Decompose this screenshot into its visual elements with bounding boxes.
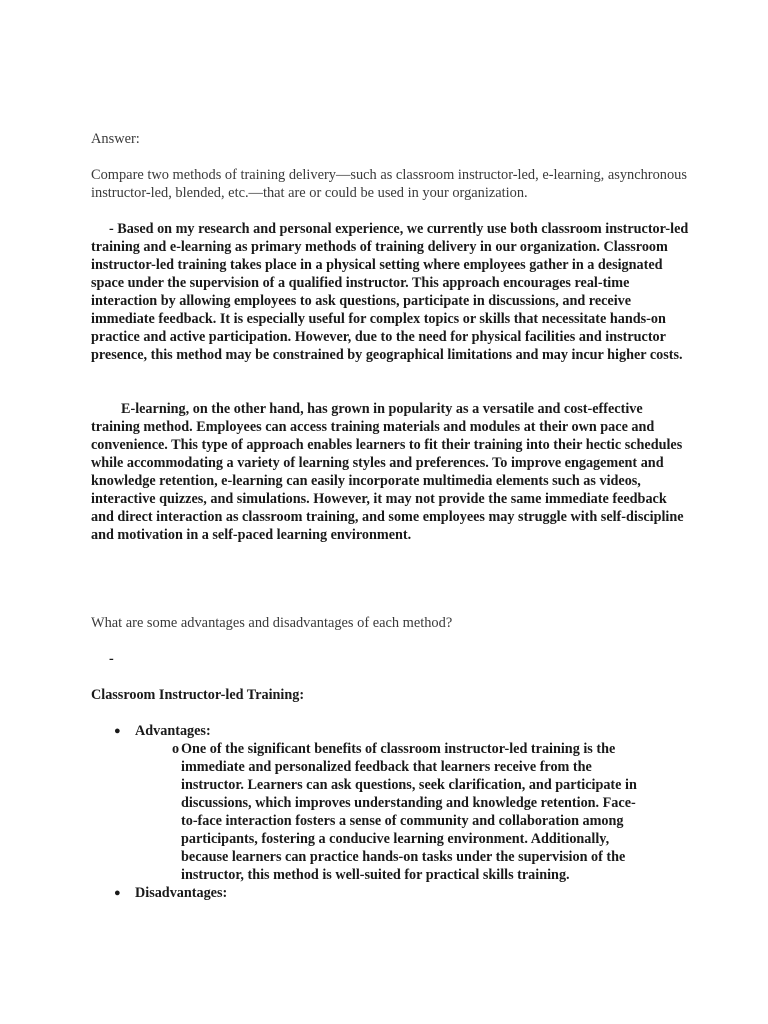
question-1: Compare two methods of training delivery—such as classroom instructor-led, e-learning, asynchronous instructor-led, blended, etc.—that are or could be used in your organization. (91, 167, 687, 201)
circle-bullet-icon: o (172, 741, 180, 757)
question-2: What are some advantages and disadvantages of each method? (91, 615, 453, 631)
bullet-icon: ● (114, 725, 121, 737)
bullet-icon: ● (114, 887, 121, 899)
answer-label: Answer: (91, 131, 140, 147)
dash-marker: - (109, 651, 114, 667)
answer-paragraph-2: E-learning, on the other hand, has grown in popularity as a versatile and cost-effective training method. Employees can access training materials and modules at their own pace and convenience. This type of approach enables learners to fit their training into their hectic schedules while accommodating a variety of learning styles and preferences. To improve engagement and knowledge retention, e-learning can easily incorporate multimedia elements such as videos, interactive quizzes, and simulations. However, it may not provide the same immediate feedback and direct interaction as classroom training, and some employees may struggle with self-discipline and motivation in a self-paced learning environment. (91, 401, 684, 543)
disadvantages-label: Disadvantages: (135, 885, 228, 901)
advantages-text: One of the significant benefits of classroom instructor-led training is the immediate and personalized feedback that learners receive from the instructor. Learners can ask questions, seek clarification, and participate in discussions, which improves understanding and knowledge retention. Face-to-face interaction fosters a sense of community and collaboration among participants, fostering a conducive learning environment. Additionally, because learners can practice hands-on tasks under the supervision of the instructor, this method is well-suited for practical skills training. (181, 741, 637, 883)
advantages-label: Advantages: (135, 723, 211, 739)
answer-paragraph-1: - Based on my research and personal experience, we currently use both classroom instructor-led training and e-learning as primary methods of training delivery in our organization. Classroom instructor-led training takes place in a physical setting where employees gather in a designated space under the supervision of a qualified instructor. This approach encourages real-time interaction by allowing employees to ask questions, participate in discussions, and receive immediate feedback. It is especially useful for complex topics or skills that necessitate hands-on practice and active participation. However, due to the need for physical facilities and instructor presence, this method may be constrained by geographical limitations and may incur higher costs. (91, 221, 689, 363)
section-heading: Classroom Instructor-led Training: (91, 687, 305, 703)
